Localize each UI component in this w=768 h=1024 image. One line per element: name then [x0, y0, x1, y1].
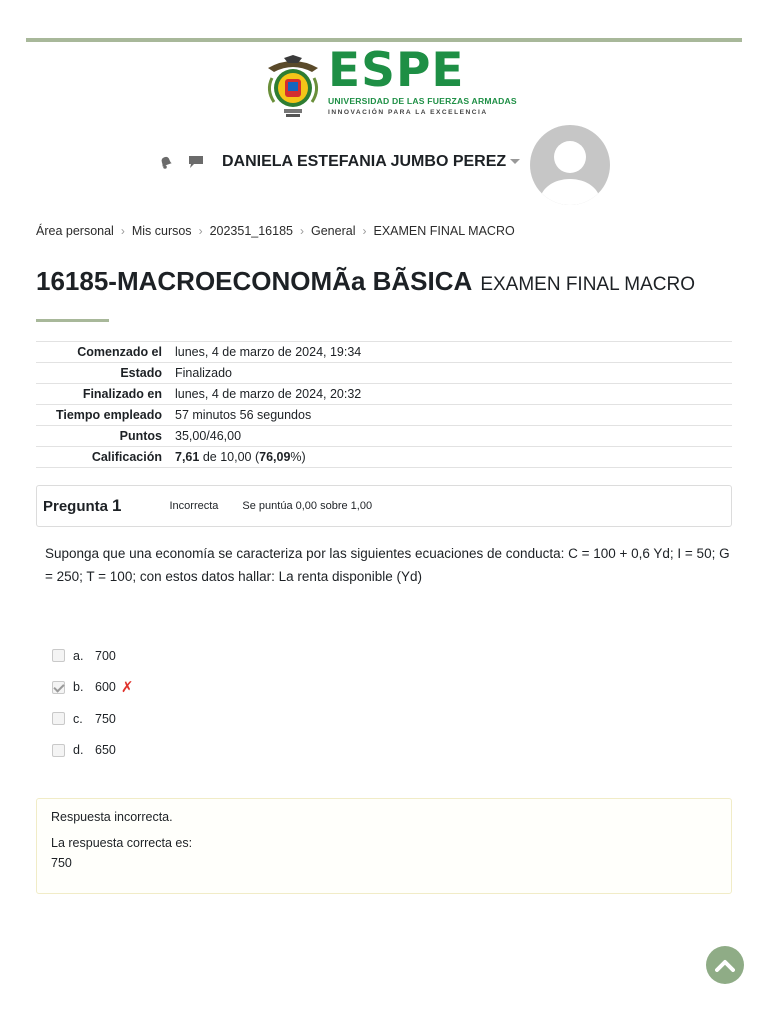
- breadcrumb-course[interactable]: 202351_16185: [209, 224, 293, 238]
- tagline: INNOVACIÓN PARA LA EXCELENCIA: [328, 109, 488, 116]
- question-state: Incorrecta: [169, 500, 219, 512]
- summary-label: Comenzado el: [36, 342, 175, 363]
- answer-letter: d.: [73, 743, 84, 758]
- answer-option-c[interactable]: [52, 703, 133, 735]
- question-grade: Se puntúa 0,00 sobre 1,00: [242, 500, 373, 512]
- summary-row-time: [36, 405, 732, 426]
- grade-of: de 10,00 (: [202, 450, 260, 464]
- incorrect-icon: ✗: [120, 679, 134, 697]
- back-to-top-button[interactable]: [706, 946, 744, 984]
- espe-logo[interactable]: [262, 43, 517, 120]
- breadcrumb-my-courses[interactable]: Mis cursos: [131, 224, 192, 238]
- answer-value: 750: [95, 711, 116, 726]
- chevron-right-icon: ›: [120, 224, 125, 238]
- summary-row-grade: [36, 447, 732, 468]
- feedback-correct-label: La respuesta correcta es:: [51, 836, 193, 850]
- question-number: 1: [112, 496, 122, 515]
- summary-value: lunes, 4 de marzo de 2024, 19:34: [175, 342, 732, 363]
- breadcrumb-exam[interactable]: EXAMEN FINAL MACRO: [373, 224, 515, 238]
- summary-row-started: [36, 342, 732, 363]
- breadcrumb-home[interactable]: Área personal: [36, 224, 114, 238]
- summary-label: Tiempo empleado: [36, 405, 175, 426]
- summary-label: Finalizado en: [36, 384, 175, 405]
- answer-letter: a.: [73, 648, 84, 663]
- answer-value: 600: [95, 680, 116, 695]
- grade-score: 7,61: [175, 450, 200, 464]
- answer-value: 700: [95, 648, 116, 663]
- answer-option-a[interactable]: [52, 640, 133, 672]
- avatar[interactable]: [530, 125, 610, 205]
- user-bar: [158, 150, 520, 174]
- exam-title: EXAMEN FINAL MACRO: [480, 274, 695, 295]
- summary-label: Estado: [36, 363, 175, 384]
- answer-options: [52, 640, 133, 766]
- user-silhouette-icon: [530, 125, 610, 205]
- answer-checkbox[interactable]: [52, 681, 65, 694]
- summary-value: lunes, 4 de marzo de 2024, 20:32: [175, 384, 732, 405]
- chevron-right-icon: ›: [362, 224, 367, 238]
- breadcrumb-section[interactable]: General: [311, 224, 356, 238]
- chevron-up-icon: [715, 958, 735, 972]
- summary-value: Finalizado: [175, 363, 732, 384]
- university-seal-icon: [262, 54, 324, 118]
- feedback-correct-value: 750: [51, 856, 72, 870]
- summary-row-points: [36, 426, 732, 447]
- chevron-down-icon: [510, 159, 520, 164]
- bell-icon[interactable]: [158, 154, 174, 170]
- question-text: Suponga que una economía se caracteriza por las siguientes ecuaciones de conducta: C = 100 + 0,6 Yd; I = 50; G = 250; T = 100; con estos datos hallar: La renta disponible (Yd): [45, 546, 730, 584]
- answer-checkbox[interactable]: [52, 649, 65, 662]
- university-name: UNIVERSIDAD DE LAS FUERZAS ARMADAS: [328, 96, 517, 106]
- feedback-result: Respuesta incorrecta.: [51, 810, 173, 824]
- summary-value: 57 minutos 56 segundos: [175, 405, 732, 426]
- answer-checkbox[interactable]: [52, 744, 65, 757]
- summary-value: [175, 447, 732, 468]
- grade-percent: 76,09: [259, 450, 291, 464]
- user-name: DANIELA ESTEFANIA JUMBO PEREZ: [222, 153, 507, 170]
- question-label: Pregunta: [43, 497, 109, 515]
- brand-wordmark: ESPE: [328, 43, 465, 98]
- answer-option-d[interactable]: [52, 735, 133, 767]
- summary-value: 35,00/46,00: [175, 426, 732, 447]
- user-menu[interactable]: [222, 153, 520, 171]
- chevron-right-icon: ›: [300, 224, 304, 238]
- summary-row-state: [36, 363, 732, 384]
- course-title: 16185-MACROECONOMÃa BÃSICA: [36, 266, 473, 296]
- answer-checkbox[interactable]: [52, 712, 65, 725]
- summary-label: Calificación: [36, 447, 175, 468]
- top-rule: [26, 38, 742, 42]
- summary-row-finished: [36, 384, 732, 405]
- summary-label: Puntos: [36, 426, 175, 447]
- breadcrumb: [36, 224, 515, 238]
- grade-close: %): [290, 450, 306, 464]
- page-heading: [36, 266, 695, 297]
- question-info: [36, 485, 732, 527]
- feedback-box: [36, 798, 732, 894]
- answer-value: 650: [95, 743, 116, 758]
- answer-letter: c.: [73, 711, 83, 726]
- chevron-right-icon: ›: [198, 224, 203, 238]
- title-underline: [36, 319, 109, 322]
- answer-option-b[interactable]: [52, 672, 133, 704]
- attempt-summary-table: [36, 341, 732, 468]
- answer-letter: b.: [73, 680, 84, 695]
- chat-icon[interactable]: [188, 154, 204, 170]
